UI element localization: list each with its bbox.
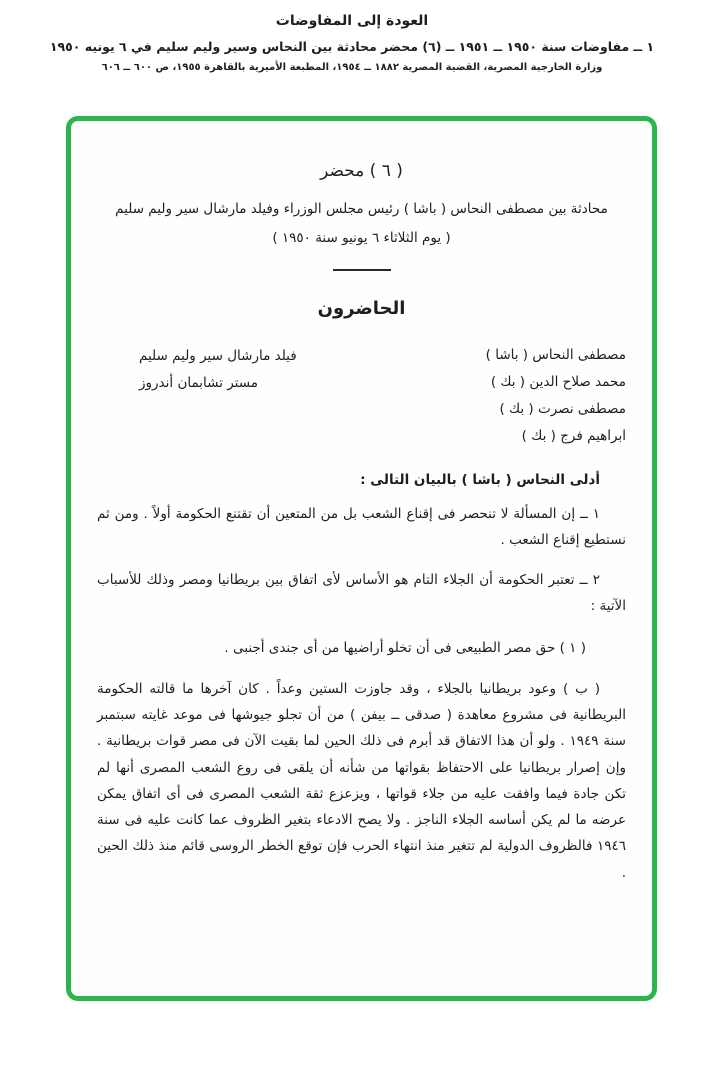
statement-point-2: ٢ ــ تعتبر الحكومة أن الجلاء التام هو الأساس لأى اتفاق بين بريطانيا ومصر وذلك للأسباب الآتية : bbox=[97, 571, 626, 614]
attendees-heading: الحاضرون bbox=[317, 298, 406, 320]
doc-subtitle-line2: ( يوم الثلاثاء ٦ يونيو سنة ١٩٥٠ ) bbox=[272, 230, 451, 247]
scanned-page-content bbox=[71, 121, 652, 886]
header-title: العودة إلى المفاوضات bbox=[275, 13, 429, 29]
attendees-column-british bbox=[139, 342, 297, 397]
header-subtitle: ١ ــ مفاوضات سنة ١٩٥٠ ــ ١٩٥١ ــ (٦) محضر محادثة بين النحاس وسير وليم سليم في ٦ يونيه ١٩٥٠ bbox=[49, 39, 655, 54]
attendee-name: مستر تشابمان أندروز bbox=[139, 375, 259, 392]
attendees-column-egyptian bbox=[486, 342, 626, 450]
attendee-name: مصطفى نصرت ( بك ) bbox=[499, 401, 626, 418]
page-header bbox=[0, 13, 704, 73]
attendee-name: ابراهيم فرج ( بك ) bbox=[521, 428, 626, 445]
sub-point-1: ( ١ ) حق مصر الطبيعى فى أن تخلو أراضيها من أى جندى أجنبى . bbox=[224, 640, 586, 657]
header-source-citation: وزارة الخارجية المصرية، القضية المصرية ١٨٨٢ ــ ١٩٥٤، المطبعة الأميرية بالقاهرة ١٩٥٥، ص ٦٠٠ ــ ٦٠٦ bbox=[101, 62, 603, 73]
doc-title: ( ٦ ) محضر bbox=[320, 161, 403, 181]
attendees-list bbox=[97, 342, 626, 450]
title-divider bbox=[333, 269, 391, 271]
attendee-name: فيلد مارشال سير وليم سليم bbox=[139, 348, 297, 365]
doc-subtitle-line1: محادثة بين مصطفى النحاس ( باشا ) رئيس مجلس الوزراء وفيلد مارشال سير وليم سليم bbox=[115, 201, 608, 217]
attendee-name: مصطفى النحاس ( باشا ) bbox=[485, 347, 626, 364]
attendee-name: محمد صلاح الدين ( بك ) bbox=[490, 374, 626, 391]
sub-point-b: ( ب ) وعود بريطانيا بالجلاء ، وقد جاوزت الستين وعداً . كان آخرها ما قالته الحكومة البريطانية فى مشروع معاهدة ( صدقى ــ بيفن ) من أن تجلو جيوشها فى موعد غايته سبتمبر سنة ١٩٤٩ . ولو أن هذا الاتفاق قد أبرم فى ذلك الحين لما بقيت الآن فى مصر قوات بريطانية . وإن إصرار بريطانيا على الاحتفاظ بقواتها من شأنه أن يلقى فى روع الشعب المصرى أنها لم تكن جادة فيما وافقت عليه من جلاء قواتها ، ويزعزع ثقة الشعب المصرى فى أى اتفاق يمكن عرضه ما لم يكن أساسه الجلاء الناجز . ولا يصح الادعاء بتغير الظروف عما كانت عليه فى سنة ١٩٤٦ فالظروف الدولية لم تتغير منذ انتهاء الحرب فإن توقع الخطر الروسى قائم منذ ذلك الحين . bbox=[97, 680, 626, 881]
scanned-page-frame bbox=[66, 116, 657, 1001]
statement-point-1: ١ ــ إن المسألة لا تنحصر فى إقناع الشعب بل من المتعين أن تقتنع الحكومة أولاً . ومن ثم نستطيع إقناع الشعب . bbox=[97, 506, 626, 549]
statement-intro: أدلى النحاس ( باشا ) بالبيان التالى : bbox=[360, 472, 600, 489]
